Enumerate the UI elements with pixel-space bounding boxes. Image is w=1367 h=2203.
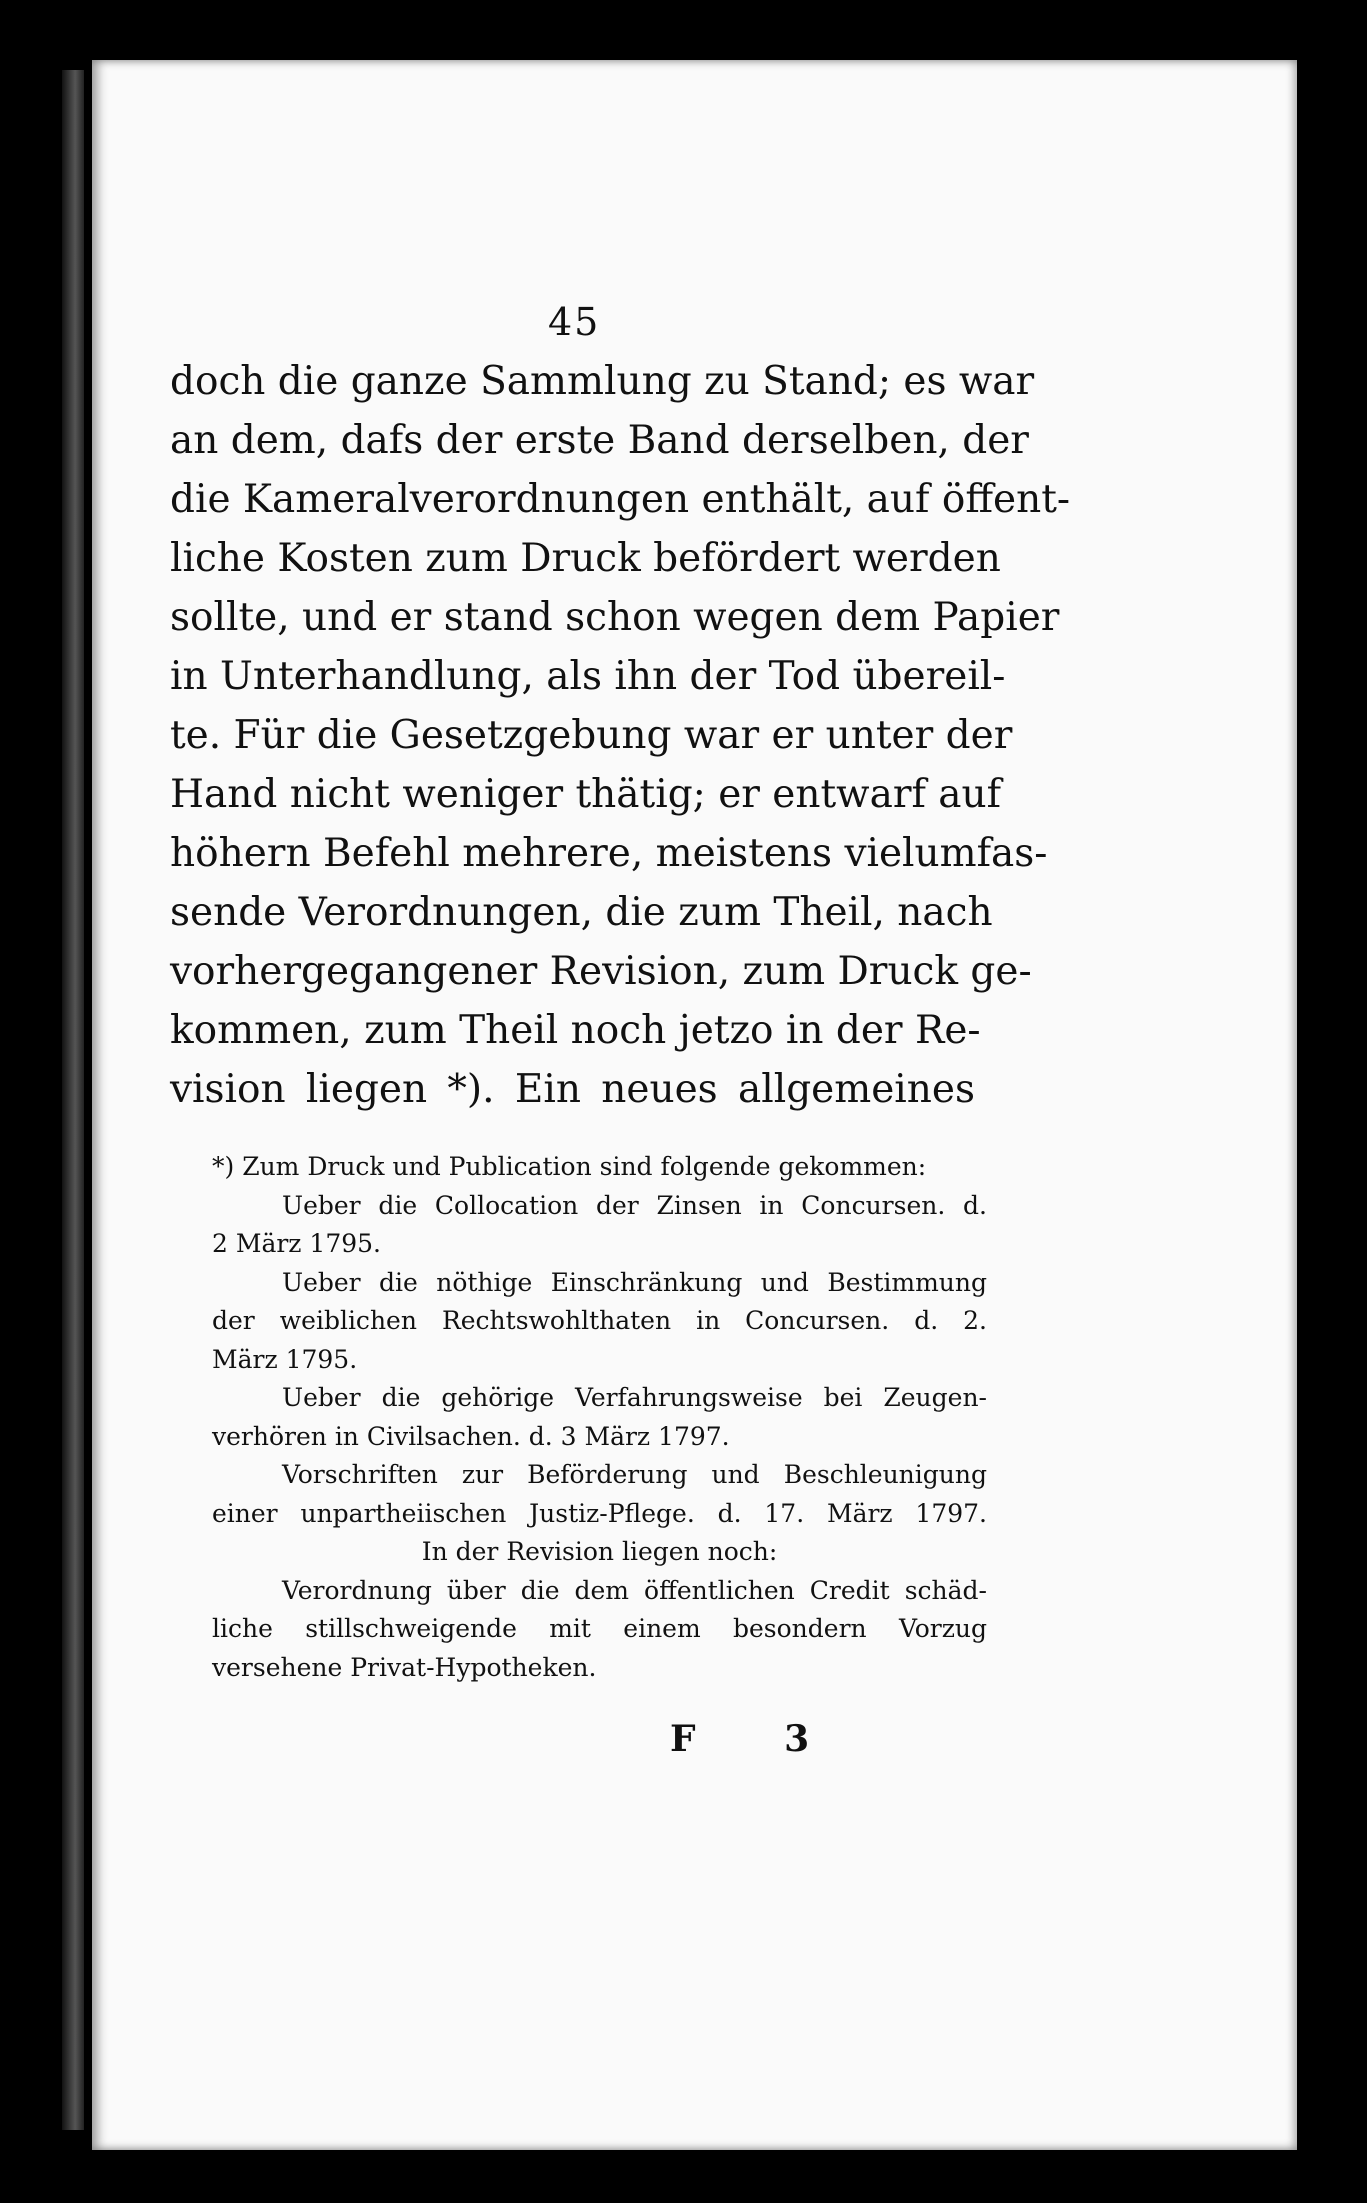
text-line: sollte, und er stand schon wegen dem Papier xyxy=(170,595,1060,640)
footnote-subheading: In der Revision liegen noch: xyxy=(421,1537,778,1566)
text-line: Hand nicht weniger thätig; er entwarf auf xyxy=(170,772,1002,817)
footnotes xyxy=(212,1148,987,1687)
text-line: die Kameralverordnungen enthält, auf öffent- xyxy=(170,477,1071,522)
footnote-line: verhören in Civilsachen. d. 3 März 1797. xyxy=(212,1421,730,1451)
footnote-line: versehene Privat-Hypotheken. xyxy=(212,1652,597,1682)
footnote-line: Ueber die Collocation der Zinsen in Concursen. d. xyxy=(282,1190,987,1220)
footnote-line: Ueber die nöthige Einschränkung und Bestimmung xyxy=(282,1267,987,1297)
footnote-line: einer unpartheiischen Justiz-Pflege. d. 17. März 1797. xyxy=(212,1498,987,1528)
footnote-line: Vorschriften zur Beförderung und Beschleunigung xyxy=(282,1460,987,1489)
page-edge xyxy=(62,70,84,2130)
text-line: doch die ganze Sammlung zu Stand; es war xyxy=(170,359,1035,404)
footnote-line: liche stillschweigende mit einem besondern Vorzug xyxy=(212,1614,987,1643)
text-line: te. Für die Gesetzgebung war er unter der xyxy=(170,713,1013,758)
text-line: kommen, zum Theil noch jetzo in der Re- xyxy=(170,1008,981,1053)
footnote-line: 2 März 1795. xyxy=(212,1229,381,1258)
text-line: vision liegen *). Ein neues allgemeines xyxy=(170,1067,975,1112)
footnote-line: März 1795. xyxy=(212,1344,358,1374)
text-line: liche Kosten zum Druck befördert werden xyxy=(170,536,1001,581)
text-line: vorhergegangener Revision, zum Druck ge- xyxy=(170,949,1032,994)
footnote-line: Ueber die gehörige Verfahrungsweise bei Zeugen- xyxy=(282,1383,987,1412)
text-line: sende Verordnungen, die zum Theil, nach xyxy=(170,890,993,935)
footnote-heading: *) Zum Druck und Publication sind folgende gekommen: xyxy=(212,1152,927,1181)
text-line: in Unterhandlung, als ihn der Tod übereil- xyxy=(170,654,1006,699)
main-text xyxy=(170,352,1071,1119)
footnote-line: Verordnung über die dem öffentlichen Credit schäd- xyxy=(282,1575,987,1605)
footnote-line: der weiblichen Rechtswohlthaten in Concursen. d. 2. xyxy=(212,1306,987,1335)
page-number: 45 xyxy=(548,300,601,344)
signature-mark: F 3 xyxy=(670,1718,848,1760)
text-line: an dem, dafs der erste Band derselben, der xyxy=(170,418,1029,463)
text-line: höhern Befehl mehrere, meistens vielumfas- xyxy=(170,831,1048,876)
